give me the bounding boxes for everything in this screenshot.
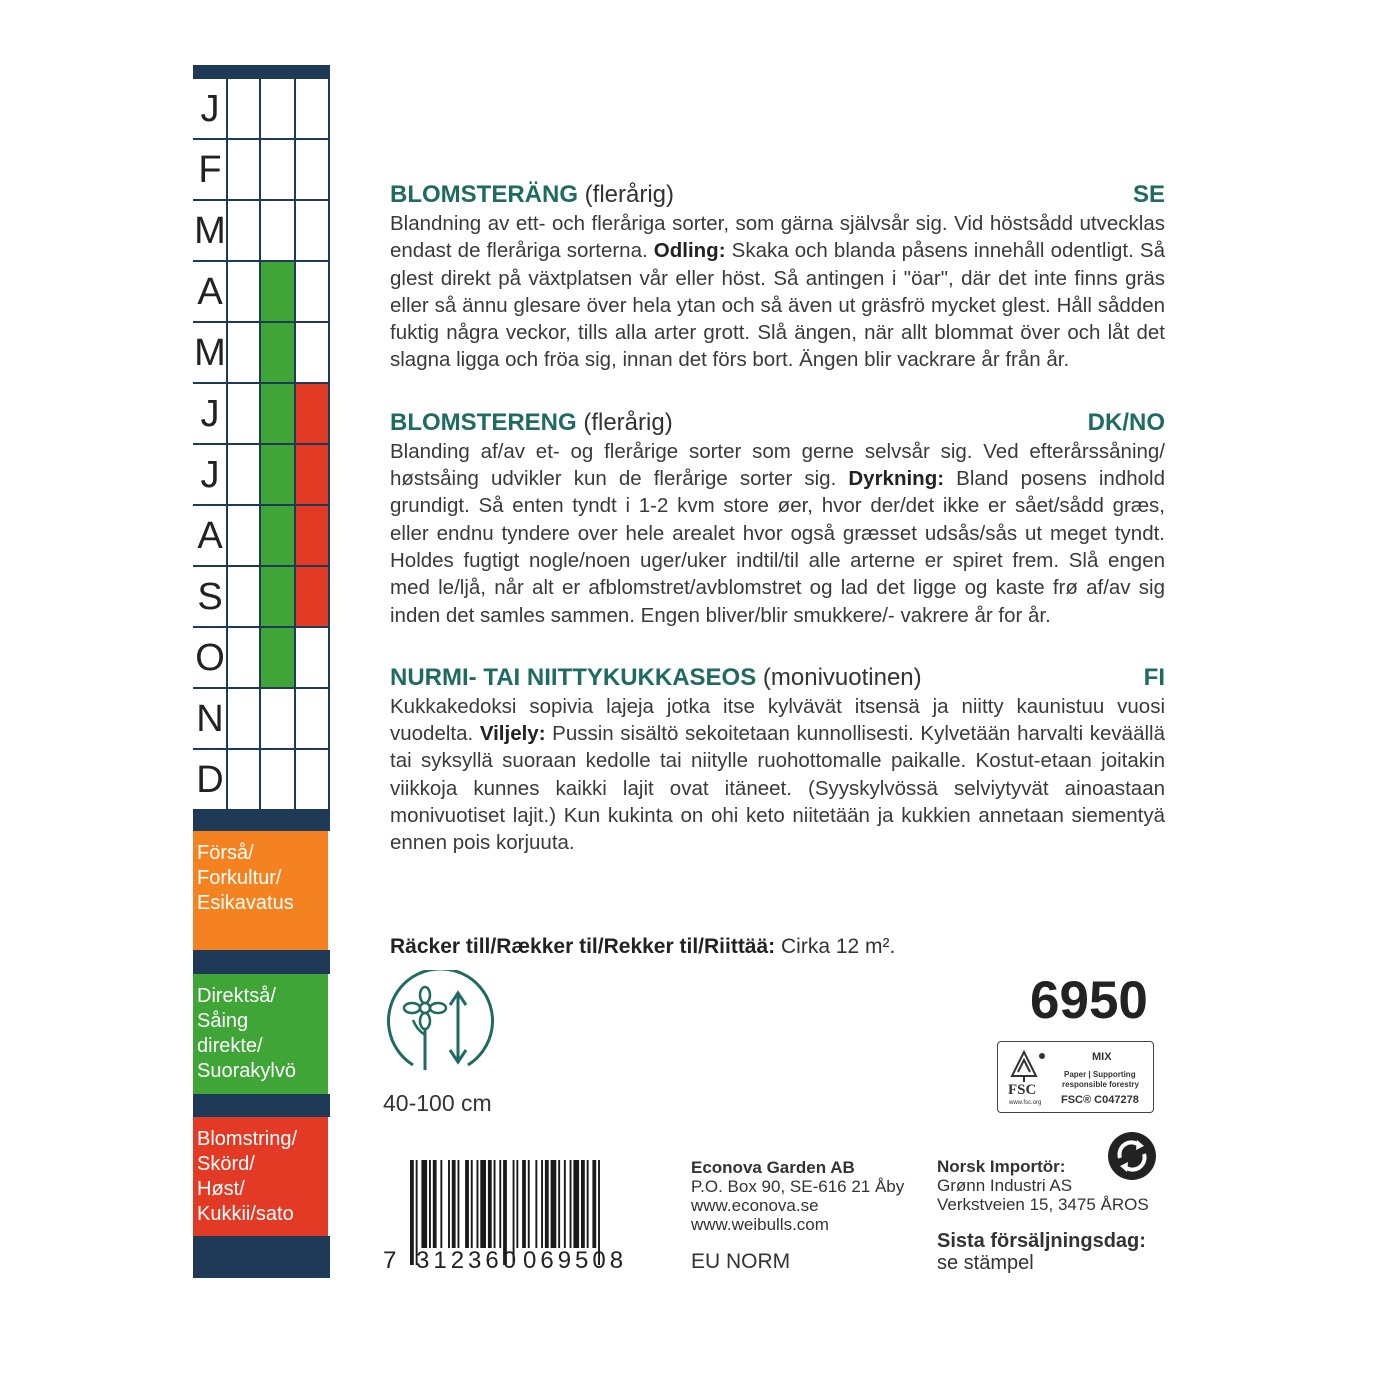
barcode-bar [488, 1160, 492, 1248]
month-feb: F [198, 149, 222, 191]
legend-direct-line: direkte/ [197, 1035, 263, 1057]
month-jan: J [200, 88, 220, 130]
section-body: Blanding af/av et- og flerårige sorter som gerne selvsår sig. Ved efterårssåning/ høstsåing udvikler kun de flerårige sorter sig. Dyrkning: Bland posens indhold grundigt. Så enten tyndt i 1-2 kvm store øer, hvor der/det ikke er sået/sådd græs, eller endnu tyndere over hele arealet hvor også græsset udsås/sås ut meget tyndt. Holdes fugtigt nogle/noen uger/uker indtil/til alle arterne er spiret frem. Slå engen med le/ljå, når alt er afblomstret/avblomstret og lad det ligge og kaste frø af/av sig inden det samles sammen. Engen bliver/blir smukkere/- vakrere år for år. [390, 439, 1165, 627]
fsc-label [997, 1041, 1154, 1113]
barcode-bar [592, 1160, 596, 1248]
fsc-line1: Paper | Supporting [1064, 1070, 1136, 1079]
calendar-divider [294, 79, 296, 809]
fsc-code: FSC® C047278 [1061, 1094, 1139, 1106]
legend-direct-line: Suorakylvö [197, 1060, 296, 1082]
legend-direct-sow [193, 974, 328, 1094]
legend-presow [193, 831, 328, 950]
section-title: BLOMSTERÄNG [390, 181, 578, 208]
fsc-site: www.fsc.org [1009, 1100, 1042, 1106]
importer-name: Grønn Industri AS [937, 1176, 1073, 1195]
barcode-bar [458, 1160, 460, 1248]
month-nov: N [196, 698, 224, 740]
section-danish-norwegian [390, 408, 1165, 629]
month-sep: S [197, 576, 223, 618]
legend-bloom-line: Kukkii/sato [197, 1203, 294, 1225]
section-swedish [390, 180, 1165, 374]
barcode-bar [477, 1160, 479, 1248]
barcode-bar [522, 1160, 526, 1248]
barcode-bar [440, 1160, 442, 1248]
legend-separator [193, 1236, 330, 1278]
barcode-bar [541, 1160, 543, 1248]
barcode-bar [410, 1160, 414, 1265]
legend-flowering [193, 1117, 328, 1236]
month-apr: A [197, 271, 223, 313]
section-subtitle: (flerårig) [584, 181, 675, 208]
barcode-bar [494, 1160, 496, 1248]
legend-separator [193, 1094, 330, 1117]
company-website[interactable]: www.econova.se [691, 1196, 819, 1215]
flower-height-icon [383, 970, 498, 1080]
company-name: Econova Garden AB [691, 1158, 855, 1177]
calendar-grid [193, 79, 330, 809]
legend-separator [193, 950, 330, 974]
last-sale-title: Sista försäljningsdag: [937, 1230, 1146, 1252]
barcode-bar [516, 1160, 518, 1248]
last-sale-value: se stämpel [937, 1252, 1034, 1274]
month-oct: O [195, 637, 225, 679]
language-code: DK/NO [1087, 408, 1165, 436]
month-jun: J [200, 393, 220, 435]
legend-presow-line: Forkultur/ [197, 867, 282, 889]
importer-address: Verkstveien 15, 3475 ÅROS [937, 1195, 1149, 1214]
month-aug: A [197, 515, 223, 557]
legend-bloom-line: Blomstring/ [197, 1128, 298, 1150]
legend-presow-line: Förså/ [197, 842, 254, 864]
calendar-top-bar [193, 65, 330, 79]
month-may: M [194, 332, 226, 374]
fsc-mix: MIX [1092, 1051, 1112, 1063]
section-subtitle: (flerårig) [583, 408, 673, 436]
section-title: NURMI- TAI NIITTYKUKKASEOS [390, 663, 757, 691]
barcode-bar [587, 1160, 589, 1248]
barcode-bar [558, 1160, 560, 1248]
calendar-divider [226, 79, 228, 809]
calendar-divider [259, 79, 261, 809]
barcode-bar [465, 1160, 469, 1248]
section-subtitle: (monivuotinen) [762, 663, 922, 691]
fsc-line2: responsible forestry [1062, 1080, 1139, 1089]
barcode-bar [480, 1160, 486, 1248]
legend-separator [193, 809, 330, 831]
barcode-bar [573, 1160, 579, 1248]
section-title: BLOMSTERENG [390, 408, 577, 436]
section-body: Blandning av ett- och fleråriga sorter, som gärna självsår sig. Vid höstsådd utvecklas endast de fleråriga sorterna. Odling: Skaka och blanda påsens innehåll odentligt. Så glest direkt på växtplatsen vår eller höst. Så antingen i "öar", där det inte finns gräs eller så ännu glesare över hela ytan och så även ut gräsfrö mycket glest. Håll sådden fuktig några veckor, tills alla arter grott. Slå ängen, när allt blommat över och låt det slagna ligga och fröa sig, innan det förs bort. Ängen blir vackrare år från år. [390, 212, 1165, 372]
section-body: Kukkakedoksi sopivia lajeja jotka itse kylvävät itsensä ja niitty kaunistuu vuosi vuodelta. Viljely: Pussin sisältö sekoitetaan kunnollisesti. Kylvetään harvalti keväällä tai syksyllä suoraan kedolle tai niitylle ruohottomalle paikalle. Kostut-etaan joitakin viikkoja kunnes kaikki lajit ovat itäneet. (Syyskylvössä selviytyvät ainoastaan monivuotiset lajit.) Kun kukinta on ohi keto niitetään ja kukkien annetaan siementyä ennen pois korjuuta. [390, 694, 1165, 855]
importer-title: Norsk Importör: [937, 1157, 1066, 1176]
legend-direct-line: Direktså/ [197, 985, 276, 1007]
legend-bloom-line: Høst/ [197, 1178, 245, 1200]
barcode-bar [499, 1160, 501, 1248]
barcode-bar [452, 1160, 456, 1248]
plant-height-label: 40-100 cm [383, 1090, 492, 1116]
eu-norm-label: EU NORM [691, 1250, 791, 1273]
barcode-bar [581, 1160, 585, 1248]
barcode-bar [545, 1160, 549, 1248]
legend-direct-line: Såing [197, 1010, 249, 1032]
calendar-divider [328, 79, 330, 809]
barcode-bar [528, 1160, 530, 1248]
month-mar: M [194, 210, 226, 252]
barcode-bar [429, 1160, 431, 1248]
sowing-calendar [193, 65, 330, 1278]
company-website[interactable]: www.weibulls.com [691, 1215, 829, 1234]
legend-presow-line: Esikavatus [197, 892, 294, 914]
article-number: 6950 [1030, 971, 1148, 1030]
last-sale-date [937, 1230, 1146, 1274]
recycle-icon [1106, 1130, 1158, 1182]
fsc-logo-text: FSC [1008, 1082, 1037, 1098]
barcode-bar [448, 1160, 450, 1248]
language-code: FI [1143, 663, 1165, 691]
barcode-bar [471, 1160, 473, 1248]
barcode-bar [564, 1160, 566, 1248]
barcode-bar [433, 1160, 437, 1248]
company-address: P.O. Box 90, SE-616 21 Åby [691, 1177, 905, 1196]
product-description [390, 180, 1165, 857]
barcode-bar [421, 1160, 427, 1248]
barcode-bar [570, 1160, 572, 1248]
legend-bloom-line: Skörd/ [197, 1153, 255, 1175]
company-info [691, 1158, 904, 1234]
language-code: SE [1132, 181, 1165, 208]
barcode-bar [535, 1160, 537, 1248]
coverage-info: Räcker till/Rækker til/Rekker til/Riittää: Cirka 12 m². [390, 935, 896, 958]
barcode-bar [551, 1160, 557, 1248]
section-finnish [390, 663, 1165, 857]
month-dec: D [196, 759, 224, 801]
month-jul: J [200, 454, 220, 496]
